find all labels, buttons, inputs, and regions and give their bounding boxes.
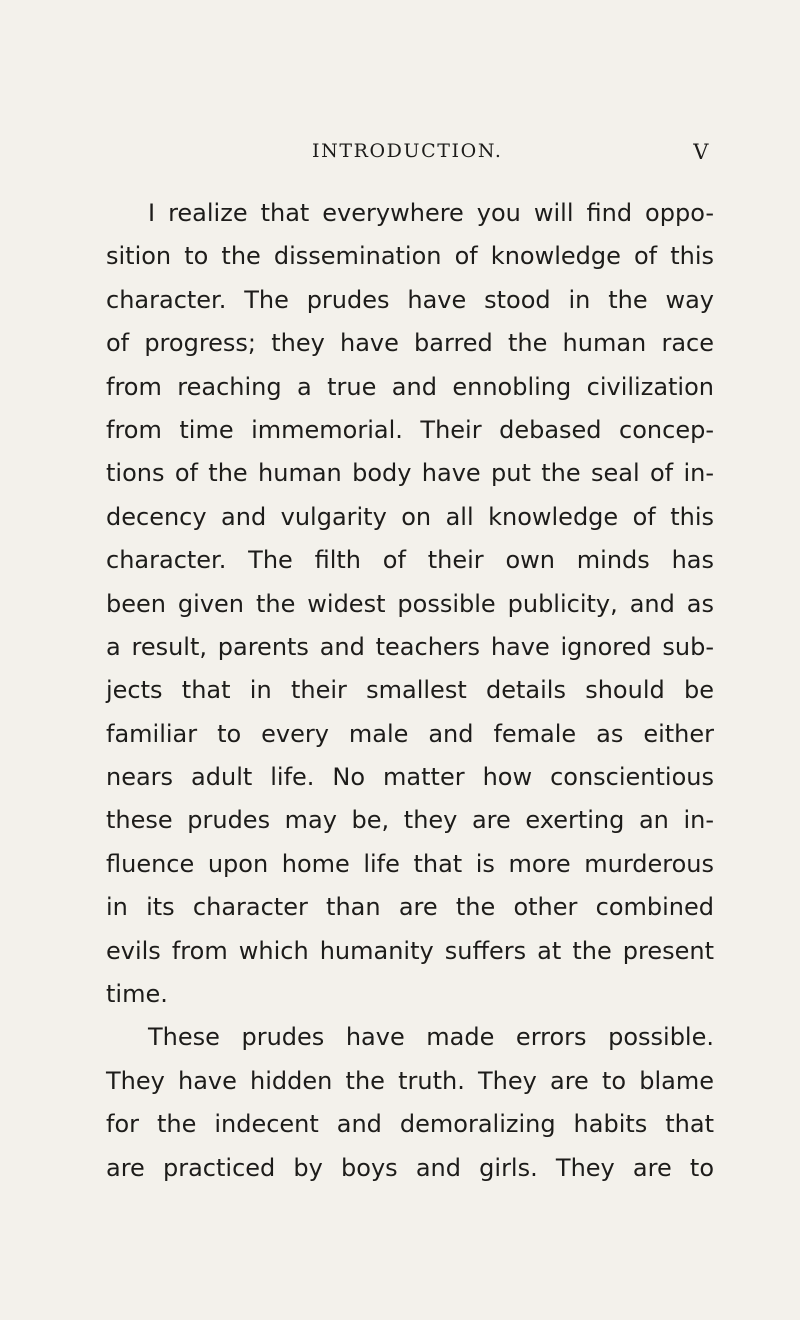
text-line: from reaching a true and ennobling civilization bbox=[106, 372, 714, 401]
text-line: character. The filth of their own minds has bbox=[106, 546, 714, 575]
text-line: for the indecent and demoralizing habits that bbox=[106, 1110, 714, 1139]
text-line: from time immemorial. Their debased concep- bbox=[106, 415, 714, 444]
text-line: sition to the dissemination of knowledge of this bbox=[106, 242, 714, 271]
text-line: jects that in their smallest details should be bbox=[106, 676, 714, 705]
text-line: familiar to every male and female as either bbox=[106, 719, 714, 748]
text-line: fluence upon home life that is more murderous bbox=[106, 849, 714, 878]
text-line: These prudes have made errors possible. bbox=[148, 1023, 714, 1052]
body-text bbox=[106, 192, 714, 1190]
running-head bbox=[108, 140, 708, 172]
text-line: are practiced by boys and girls. They are to bbox=[106, 1153, 714, 1182]
text-line: character. The prudes have stood in the way bbox=[106, 285, 714, 314]
text-line: a result, parents and teachers have ignored sub- bbox=[106, 632, 714, 661]
text-line: time. bbox=[106, 980, 168, 1009]
text-line: tions of the human body have put the seal of in- bbox=[106, 459, 714, 488]
text-line: these prudes may be, they are exerting an in- bbox=[106, 806, 714, 835]
text-line: I realize that everywhere you will find oppo- bbox=[148, 199, 714, 227]
text-line: nears adult life. No matter how conscientious bbox=[106, 763, 714, 792]
text-line: evils from which humanity suffers at the present bbox=[106, 936, 714, 965]
text-line: been given the widest possible publicity, and as bbox=[106, 589, 714, 618]
text-line: of progress; they have barred the human race bbox=[106, 329, 714, 358]
text-line: in its character than are the other combined bbox=[106, 893, 714, 922]
text-line: decency and vulgarity on all knowledge of this bbox=[106, 502, 714, 531]
page-number: V bbox=[693, 140, 710, 164]
text-line: They have hidden the truth. They are to blame bbox=[106, 1066, 714, 1095]
running-title: INTRODUCTION. bbox=[312, 140, 503, 162]
